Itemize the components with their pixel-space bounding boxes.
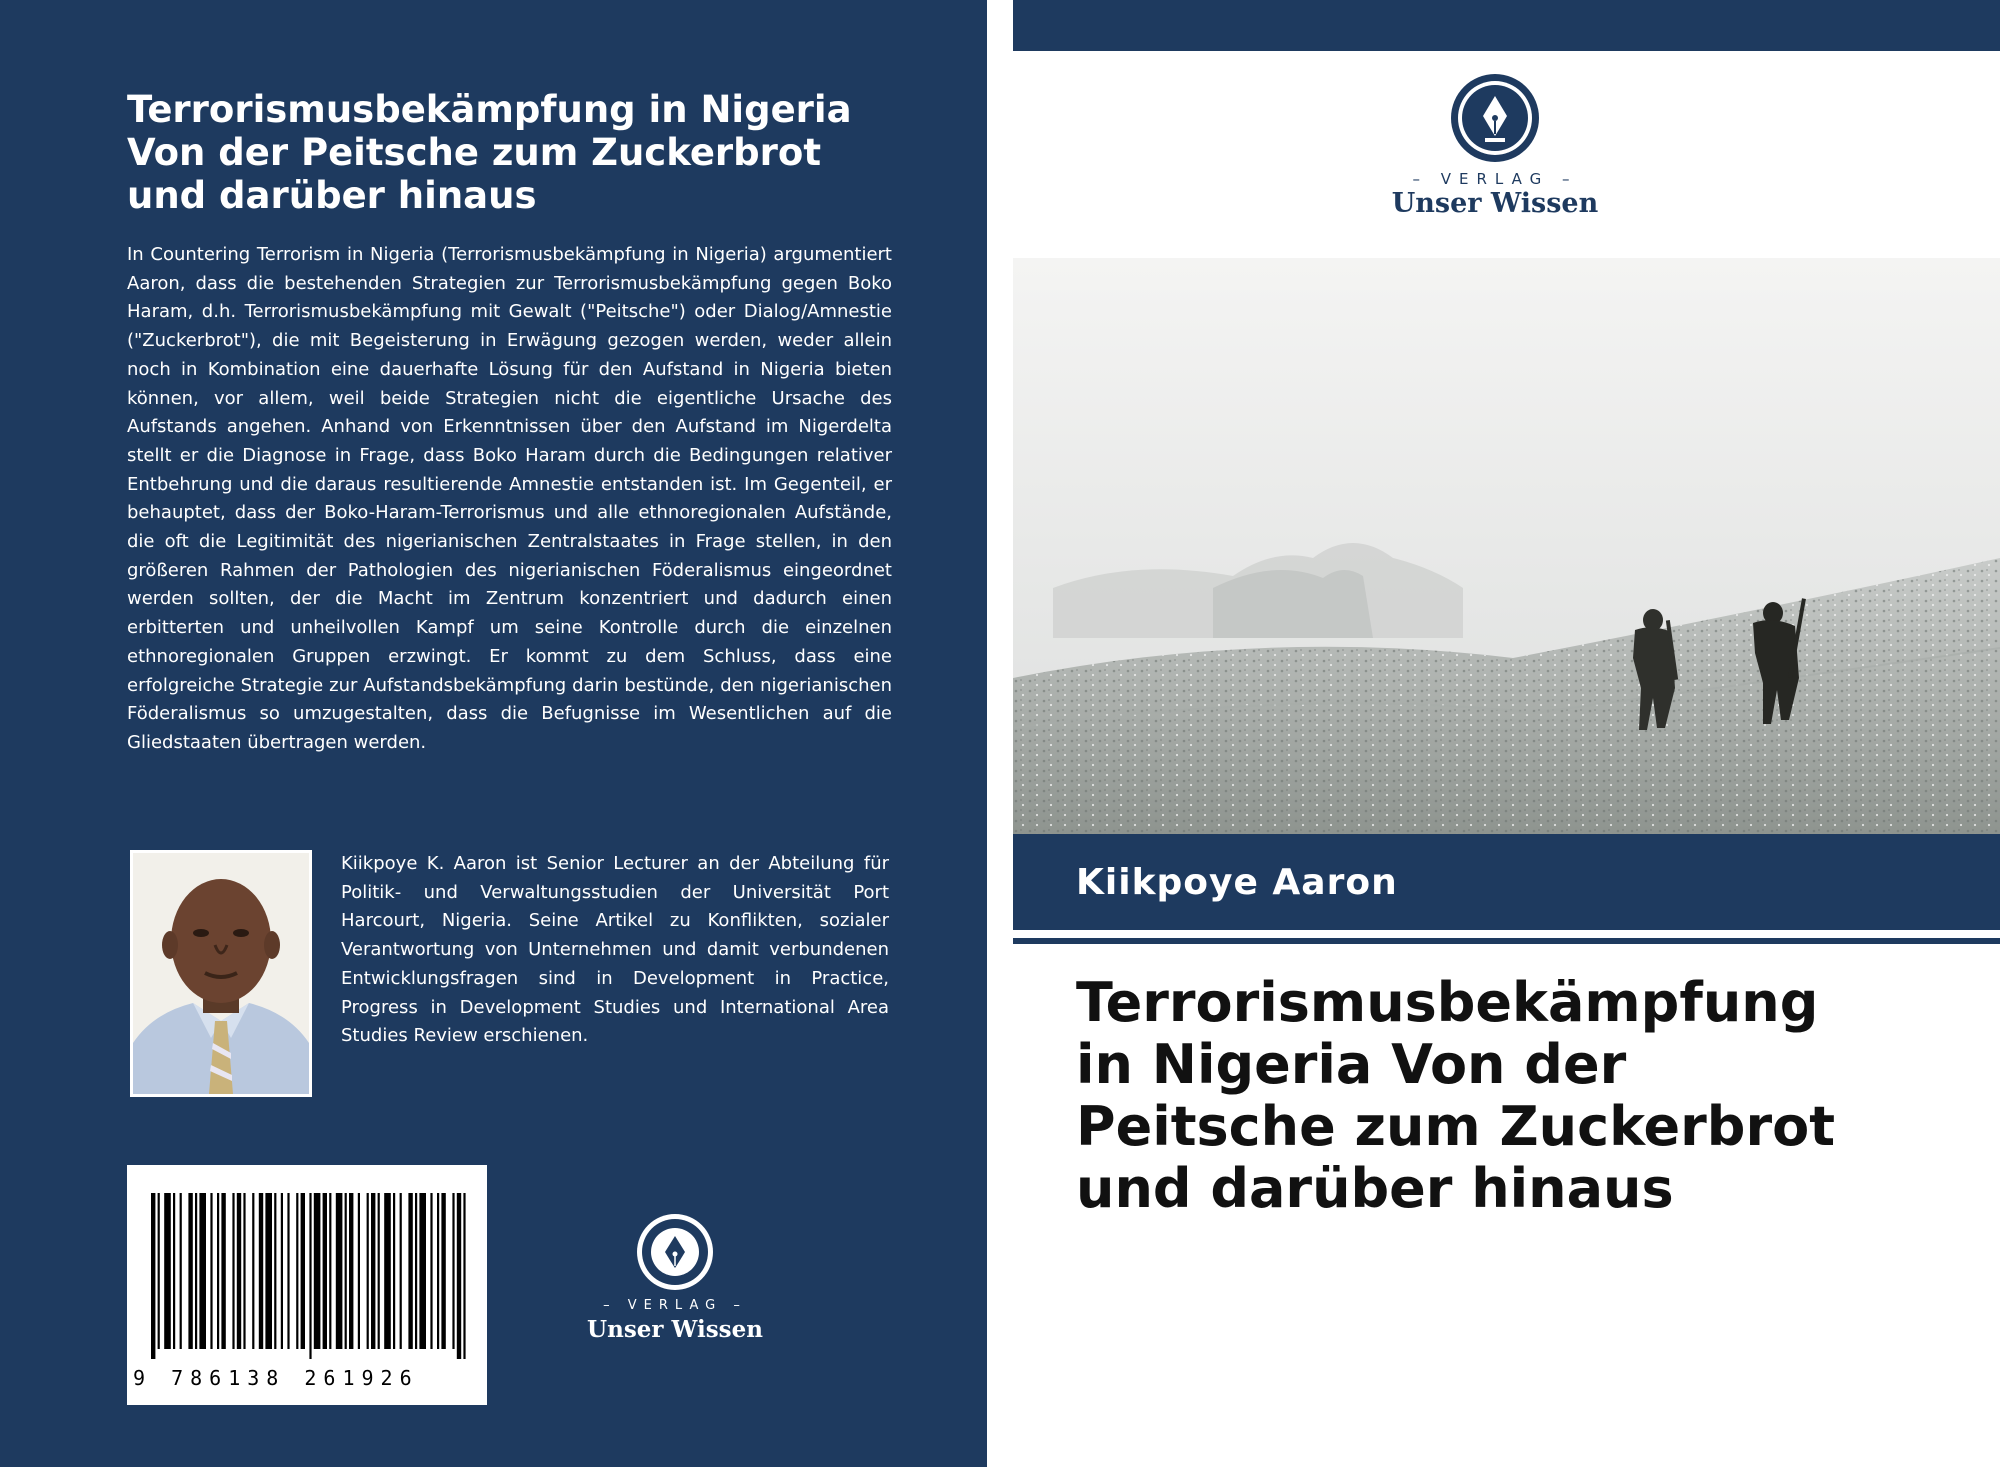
isbn-digits: 9 786138 261926 [133,1366,419,1390]
back-publisher-logo [560,1210,790,1350]
front-top-bar [1013,0,2000,51]
front-verlag-label: – VERLAG – [1412,170,1578,188]
front-author-name: Kiikpoye Aaron [1076,862,1398,903]
author-bio: Kiikpoye K. Aaron ist Senior Lecturer an der Abteilung für Politik- und Verwaltungsstudien der Universität Port Harcourt, Nigeria. Seine Artikel zu Konflikten, sozialer Verantwortung von Unternehmen und damit verbundenen Entwicklungsfragen sind in Development in Practice, Progress in Development Studies und International Area Studies Review erschienen. [341,853,889,1047]
front-title-line-4: und darüber hinaus [1076,1157,1674,1220]
back-title-line-2: Von der Peitsche zum Zuckerbrot [127,131,822,174]
front-divider [1013,938,2000,944]
back-verlag-label: – VERLAG – [603,1298,747,1313]
back-cover [0,0,987,1467]
front-title-line-1: Terrorismusbekämpfung [1076,971,1819,1034]
front-cover-title [1076,972,1976,1220]
isbn-barcode [127,1165,487,1405]
front-publisher-logo [1380,72,1610,222]
cover-photo-misty-field [1013,258,2000,834]
fountain-pen-nib-icon [635,1212,715,1292]
back-title-line-3: und darüber hinaus [127,174,537,217]
fountain-pen-nib-icon [1449,72,1541,164]
back-cover-title [127,88,907,217]
back-title-line-1: Terrorismusbekämpfung in Nigeria [127,88,852,131]
misty-field-hunters-image [1013,258,2000,834]
front-title-line-3: Peitsche zum Zuckerbrot [1076,1095,1836,1158]
book-blurb: In Countering Terrorism in Nigeria (Terrorismusbekämpfung in Nigeria) argumentiert Aaron, dass die bestehenden Strategien zur Terrorismusbekämpfung gegen Boko Haram, d.h. Terrorismusbekämpfung mit Gewalt ("Peitsche") oder Dialog/Amnestie ("Zuckerbrot"), die mit Begeisterung in Erwägung gezogen werden, weder allein noch in Kombination eine dauerhafte Lösung für den Aufstand in Nigeria bieten können, vor allem, weil beide Strategien nicht die eigentliche Ursache des Aufstands angehen. Anhand von Erkenntnissen über den Aufstand im Nigerdelta stellt er die Diagnose in Frage, dass Boko Haram durch die Bedingungen relativer Entbehrung und die daraus resultierende Amnestie entstanden ist. Im Gegenteil, er behauptet, dass der Boko-Haram-Terrorismus und alle ethnoregionalen Aufstände, die oft die Legitimität des nigerianischen Zentralstaates in Frage stellen, in den größeren Rahmen der Pathologien des nigerianischen Föderalismus eingeordnet werden sollten, der die Macht im Zentrum konzentriert und dadurch einen erbitterten und unheilvollen Kampf um seine Kontrolle durch die einzelnen ethnoregionalen Gruppen erzwingt. Er kommt zu dem Schluss, dass eine erfolgreiche Strategie zur Aufstandsbekämpfung darin bestünde, den nigerianischen Föderalismus so umzugestalten, dass die Befugnisse im Wesentlichen auf die Gliedstaaten übertragen werden. [127,244,892,753]
front-author-band [1013,834,2000,930]
back-publisher-name: Unser Wissen [587,1316,763,1343]
front-title-line-2: in Nigeria Von der [1076,1033,1627,1096]
barcode-bars [127,1165,487,1365]
author-portrait-drawing [133,853,309,1094]
front-publisher-name: Unser Wissen [1391,188,1599,219]
author-portrait [130,850,312,1097]
